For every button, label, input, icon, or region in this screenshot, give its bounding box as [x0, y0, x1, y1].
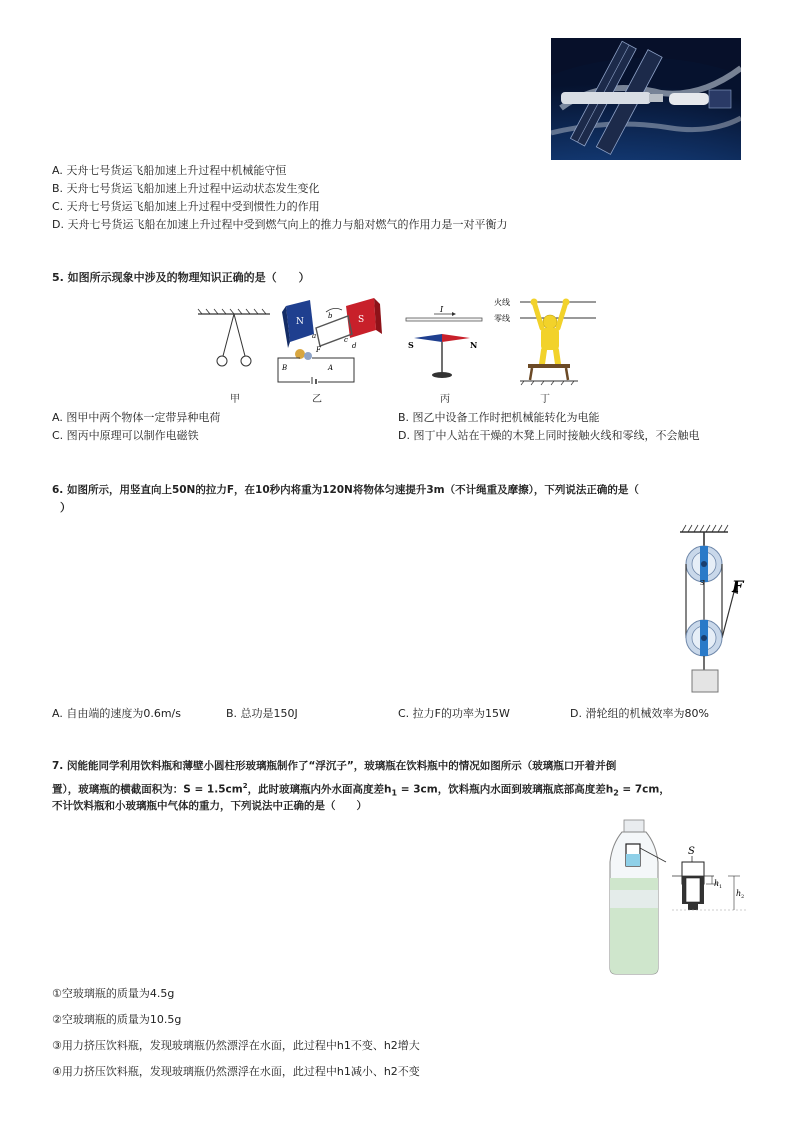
q4-option-a: A. 天舟七号货运飞船加速上升过程中机械能守恒: [52, 164, 287, 177]
q6-option-d: D. 滑轮组的机械效率为80%: [570, 707, 709, 720]
q4-option-d: D. 天舟七号货运飞船在加速上升过程中受到燃气向上的推力与船对燃气的作用力是一对平衡力: [52, 218, 508, 231]
caption-ding: 丁: [540, 394, 550, 405]
svg-text:I: I: [440, 305, 444, 314]
svg-text:A: A: [328, 364, 334, 372]
q6-option-b: B. 总功是150J: [226, 707, 298, 720]
q7-stem-line2: 置），玻璃瓶的横截面积为：$S = 1.5cm^2$，此时玻璃瓶内外水面高度差$h_1 = 3cm$，饮料瓶内水面到玻璃瓶底部高度差$h_2 = 7cm$，: [52, 782, 670, 798]
svg-text:h: h: [736, 889, 742, 898]
q6-option-a: A. 自由端的速度为0.6m/s: [52, 707, 181, 720]
figure-jia-pith-balls: [196, 306, 272, 378]
svg-text:S: S: [700, 580, 705, 587]
q5-stem: 5. 如图所示现象中涉及的物理知识正确的是（ ）: [52, 271, 310, 284]
q7-statement-1: ①空玻璃瓶的质量为4.5g: [52, 987, 175, 1000]
q4-option-b: B. 天舟七号货运飞船加速上升过程中运动状态发生变化: [52, 182, 320, 195]
svg-text:N: N: [470, 340, 478, 350]
q6-option-c: C. 拉力F的功率为15W: [398, 707, 510, 720]
q4-option-c: C. 天舟七号货运飞船加速上升过程中受到惯性力的作用: [52, 200, 320, 213]
svg-text:2: 2: [741, 894, 745, 900]
svg-text:b: b: [328, 312, 333, 320]
figure-yi-magnet-coil: [272, 298, 392, 384]
q7-statement-3: ③用力挤压饮料瓶，发现玻璃瓶仍然漂浮在水面，此过程中h1不变、h2增大: [52, 1039, 420, 1052]
q7-statement-2: ②空玻璃瓶的质量为10.5g: [52, 1013, 182, 1026]
svg-text:火线: 火线: [494, 298, 510, 307]
q7-stem-line3: 不计饮料瓶和小玻璃瓶中气体的重力，下列说法中正确的是（ ）: [52, 800, 367, 812]
q5-option-c: C. 图丙中原理可以制作电磁铁: [52, 429, 199, 442]
q6-stem-line2: ）: [60, 501, 71, 514]
figure-bing-compass-wire: [404, 302, 484, 382]
svg-text:N: N: [296, 317, 304, 327]
q5-option-a: A. 图甲中两个物体一定带异种电荷: [52, 411, 221, 424]
svg-text:c: c: [344, 336, 348, 344]
svg-text:S: S: [408, 340, 414, 350]
pulley-system-figure: [672, 520, 752, 698]
caption-bing: 丙: [440, 394, 450, 405]
svg-text:a: a: [312, 332, 317, 340]
q7-statement-4: ④用力挤压饮料瓶，发现玻璃瓶仍然漂浮在水面，此过程中h1减小、h2不变: [52, 1065, 420, 1078]
force-label: F: [732, 577, 744, 596]
caption-yi: 乙: [312, 394, 322, 405]
svg-text:S: S: [358, 315, 365, 325]
svg-text:h: h: [714, 879, 720, 888]
area-label: S: [688, 846, 695, 857]
svg-text:B: B: [282, 364, 288, 372]
svg-text:F: F: [316, 346, 321, 354]
figure-ding-electric-wires: [494, 292, 598, 386]
svg-text:d: d: [352, 342, 357, 350]
caption-jia: 甲: [230, 394, 240, 405]
svg-text:零线: 零线: [494, 314, 510, 323]
q5-option-b: B. 图乙中设备工作时把机械能转化为电能: [398, 411, 600, 424]
space-station-photo: [551, 38, 741, 160]
q6-stem-line1: 6. 如图所示，用竖直向上50N的拉力F，在10秒内将重为120N将物体匀速提升3m（不计绳重及摩擦），下列说法正确的是（: [52, 484, 639, 496]
svg-text:1: 1: [719, 884, 723, 890]
q7-stem-line1: 7. 闵能能同学利用饮料瓶和薄壁小圆柱形玻璃瓶制作了“浮沉子”，玻璃瓶在饮料瓶中的情况如图所示（玻璃瓶口开着并倒: [52, 760, 617, 772]
cartesian-diver-figure: [606, 818, 750, 978]
q5-option-d: D. 图丁中人站在干燥的木凳上同时接触火线和零线，不会触电: [398, 429, 700, 442]
